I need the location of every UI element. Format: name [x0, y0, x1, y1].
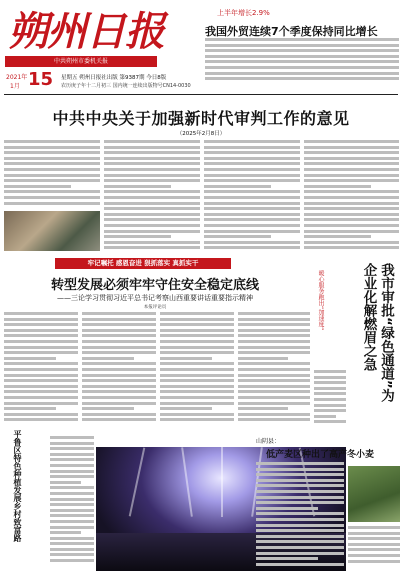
- side-story-headline[interactable]: 我市审批“绿色通道”为企业化解燃眉之急: [360, 263, 394, 403]
- text-line: [50, 514, 94, 517]
- text-line: [160, 379, 234, 382]
- top-story-body: [205, 38, 399, 88]
- text-line: [4, 351, 78, 354]
- text-line: [204, 202, 300, 205]
- text-line: [348, 548, 400, 551]
- paper-name-logo: 朔州日报: [8, 8, 164, 55]
- text-line: [4, 374, 78, 377]
- text-line: [304, 162, 399, 165]
- text-line: [50, 548, 94, 551]
- text-line: [160, 334, 234, 337]
- text-line: [104, 151, 200, 154]
- text-line: [50, 492, 94, 495]
- issue-meta-line: 星期五 朔州日报社出版 第9387期 今日8版: [61, 75, 167, 81]
- text-line: [160, 340, 234, 343]
- text-line: [104, 174, 200, 177]
- text-line: [104, 146, 200, 149]
- text-line: [82, 357, 134, 360]
- left-story-body: [50, 436, 94, 570]
- text-line: [82, 368, 156, 371]
- text-line: [4, 368, 78, 371]
- text-line: [304, 218, 399, 221]
- text-line: [160, 346, 234, 349]
- text-line: [4, 329, 78, 332]
- slogan-banner: 牢记嘱托 感恩奋进 狠抓落实 真抓实干: [55, 258, 231, 269]
- text-line: [82, 374, 156, 377]
- text-line: [4, 407, 56, 410]
- issue-date-block: [6, 71, 202, 91]
- text-line: [205, 72, 399, 75]
- text-line: [82, 329, 156, 332]
- text-line: [238, 351, 310, 354]
- text-line: [50, 475, 94, 478]
- text-line: [256, 524, 344, 527]
- text-line: [256, 563, 344, 566]
- text-line: [4, 323, 78, 326]
- text-line: [304, 213, 399, 216]
- text-line: [348, 532, 400, 535]
- text-line: [204, 146, 300, 149]
- text-line: [204, 179, 300, 182]
- text-line: [104, 168, 200, 171]
- text-line: [204, 185, 271, 188]
- text-line: [256, 496, 344, 499]
- text-line: [238, 357, 288, 360]
- text-line: [104, 190, 200, 193]
- feature-byline: 本报评论员: [143, 305, 167, 310]
- top-story-headline[interactable]: 我国外贸连续7个季度保持同比增长: [205, 25, 378, 38]
- text-line: [238, 407, 288, 410]
- text-line: [256, 462, 344, 465]
- text-line: [304, 207, 399, 210]
- text-line: [348, 560, 400, 563]
- text-line: [82, 390, 156, 393]
- left-story[interactable]: [12, 430, 48, 570]
- text-line: [4, 146, 100, 149]
- text-line: [304, 230, 399, 233]
- text-line: [204, 235, 271, 238]
- right-story-body: [256, 462, 344, 570]
- text-line: [256, 540, 344, 543]
- feature-headline[interactable]: 转型发展必须牢牢守住安全稳定底线: [50, 278, 259, 293]
- text-line: [160, 402, 234, 405]
- text-line: [204, 230, 300, 233]
- left-story-headline[interactable]: 平鲁区特色种植发展乡村致富路: [13, 430, 22, 542]
- text-line: [160, 390, 234, 393]
- text-line: [314, 387, 346, 390]
- text-line: [204, 207, 300, 210]
- issue-year: 2021年: [6, 74, 28, 81]
- text-line: [4, 140, 100, 143]
- text-line: [238, 374, 310, 377]
- text-line: [4, 396, 78, 399]
- text-line: [4, 357, 56, 360]
- text-line: [205, 55, 399, 58]
- text-line: [238, 418, 310, 421]
- feature-body: [238, 312, 310, 424]
- text-line: [4, 179, 100, 182]
- text-line: [304, 185, 371, 188]
- text-line: [82, 312, 156, 315]
- text-line: [50, 498, 94, 501]
- text-line: [82, 346, 156, 349]
- text-line: [304, 140, 399, 143]
- text-line: [82, 407, 134, 410]
- text-line: [238, 402, 310, 405]
- text-line: [50, 503, 94, 506]
- text-line: [4, 385, 78, 388]
- issue-meta-line: 农历庚子年十二月初三 国内统一连续出版物号CN14-0030: [61, 83, 191, 89]
- text-line: [50, 526, 94, 529]
- text-line: [204, 151, 300, 154]
- text-line: [204, 224, 300, 227]
- text-line: [50, 453, 94, 456]
- main-story-body: [204, 140, 300, 252]
- issue-month: 1月: [10, 83, 20, 90]
- text-line: [204, 157, 300, 160]
- wheat-field-photo: [348, 466, 400, 522]
- text-line: [50, 486, 94, 489]
- text-line: [304, 168, 399, 171]
- text-line: [160, 368, 234, 371]
- text-line: [4, 312, 78, 315]
- side-story[interactable]: [348, 263, 400, 411]
- text-line: [256, 479, 344, 482]
- text-line: [238, 396, 310, 399]
- feature-deck: ——三论学习贯彻习近平总书记考察山西重要讲话重要指示精神: [57, 294, 253, 302]
- text-line: [304, 151, 399, 154]
- text-line: [256, 468, 344, 471]
- text-line: [238, 329, 310, 332]
- text-line: [104, 179, 200, 182]
- side-story-body: [314, 370, 346, 428]
- text-line: [304, 202, 399, 205]
- text-line: [160, 407, 212, 410]
- text-line: [238, 362, 310, 365]
- text-line: [104, 207, 200, 210]
- text-line: [82, 402, 156, 405]
- text-line: [4, 174, 100, 177]
- text-line: [348, 554, 400, 557]
- text-line: [50, 447, 94, 450]
- text-line: [314, 415, 336, 418]
- text-line: [104, 218, 200, 221]
- text-line: [238, 346, 310, 349]
- text-line: [205, 49, 399, 52]
- main-story-body: [104, 140, 200, 252]
- text-line: [204, 162, 300, 165]
- text-line: [205, 44, 399, 47]
- text-line: [304, 246, 399, 249]
- text-line: [160, 318, 234, 321]
- text-line: [160, 357, 212, 360]
- text-line: [50, 537, 94, 540]
- text-line: [314, 381, 346, 384]
- text-line: [4, 334, 78, 337]
- text-line: [238, 318, 310, 321]
- text-line: [160, 374, 234, 377]
- text-line: [50, 464, 94, 467]
- right-story-kicker: 山阴县：: [256, 438, 281, 445]
- text-line: [104, 196, 200, 199]
- top-story[interactable]: [205, 8, 399, 39]
- text-line: [204, 168, 300, 171]
- text-line: [4, 196, 100, 199]
- text-line: [4, 202, 100, 205]
- text-line: [348, 537, 400, 540]
- text-line: [256, 529, 344, 532]
- text-line: [82, 351, 156, 354]
- text-line: [238, 340, 310, 343]
- text-line: [314, 370, 346, 373]
- main-headline[interactable]: 中共中央关于加强新时代审判工作的意见: [52, 109, 350, 128]
- text-line: [160, 385, 234, 388]
- text-line: [82, 334, 156, 337]
- text-line: [104, 213, 200, 216]
- text-line: [256, 535, 344, 538]
- text-line: [238, 334, 310, 337]
- text-line: [256, 512, 344, 515]
- text-line: [4, 185, 71, 188]
- text-line: [160, 362, 234, 365]
- text-line: [4, 190, 100, 193]
- text-line: [4, 413, 78, 416]
- text-line: [82, 340, 156, 343]
- text-line: [82, 379, 156, 382]
- text-line: [238, 312, 310, 315]
- text-line: [50, 531, 81, 534]
- text-line: [304, 241, 399, 244]
- text-line: [256, 501, 344, 504]
- text-line: [205, 77, 399, 80]
- text-line: [4, 390, 78, 393]
- masthead-banner: 中共朔州市委机关报: [5, 56, 157, 67]
- text-line: [256, 557, 318, 560]
- feature-body: [160, 312, 234, 424]
- text-line: [204, 196, 300, 199]
- right-story-headline[interactable]: 低产麦区种出了高产冬小麦: [266, 450, 375, 460]
- text-line: [304, 196, 399, 199]
- text-line: [238, 385, 310, 388]
- text-line: [4, 379, 78, 382]
- text-line: [4, 157, 100, 160]
- feature-body: [82, 312, 156, 424]
- text-line: [160, 418, 234, 421]
- text-line: [50, 520, 94, 523]
- text-line: [50, 553, 94, 556]
- text-line: [82, 413, 156, 416]
- text-line: [50, 436, 94, 439]
- text-line: [160, 323, 234, 326]
- text-line: [104, 162, 200, 165]
- text-line: [50, 470, 94, 473]
- text-line: [82, 396, 156, 399]
- issue-day: 15: [28, 69, 54, 90]
- text-line: [4, 346, 78, 349]
- text-line: [348, 526, 400, 529]
- text-line: [304, 224, 399, 227]
- text-line: [4, 402, 78, 405]
- text-line: [4, 418, 78, 421]
- text-line: [304, 190, 399, 193]
- text-line: [50, 542, 94, 545]
- text-line: [256, 552, 344, 555]
- text-line: [4, 362, 78, 365]
- text-line: [256, 507, 318, 510]
- text-line: [50, 481, 81, 484]
- text-line: [314, 376, 346, 379]
- text-line: [104, 224, 200, 227]
- text-line: [304, 179, 399, 182]
- text-line: [204, 241, 300, 244]
- text-line: [238, 390, 310, 393]
- text-line: [82, 323, 156, 326]
- text-line: [205, 60, 399, 63]
- text-line: [314, 420, 346, 423]
- text-line: [82, 362, 156, 365]
- text-line: [82, 318, 156, 321]
- text-line: [4, 168, 100, 171]
- text-line: [4, 340, 78, 343]
- text-line: [314, 404, 346, 407]
- right-story-body: [348, 526, 400, 570]
- divider: [4, 94, 398, 95]
- text-line: [4, 151, 100, 154]
- text-line: [304, 146, 399, 149]
- text-line: [304, 174, 399, 177]
- text-line: [238, 379, 310, 382]
- text-line: [104, 230, 200, 233]
- text-line: [160, 312, 234, 315]
- text-line: [314, 398, 346, 401]
- top-story-kicker: 上半年增长2.9%: [217, 9, 270, 17]
- text-line: [104, 202, 200, 205]
- text-line: [160, 329, 234, 332]
- text-line: [256, 484, 344, 487]
- text-line: [256, 473, 344, 476]
- text-line: [238, 413, 310, 416]
- main-story-photo: [4, 211, 100, 251]
- text-line: [205, 66, 399, 69]
- text-line: [204, 213, 300, 216]
- text-line: [204, 140, 300, 143]
- text-line: [104, 241, 200, 244]
- text-line: [304, 157, 399, 160]
- text-line: [205, 38, 399, 41]
- text-line: [204, 174, 300, 177]
- text-line: [104, 246, 200, 249]
- text-line: [4, 162, 100, 165]
- text-line: [314, 409, 346, 412]
- text-line: [238, 323, 310, 326]
- text-line: [160, 413, 234, 416]
- text-line: [4, 318, 78, 321]
- text-line: [160, 396, 234, 399]
- text-line: [348, 543, 400, 546]
- text-line: [50, 509, 94, 512]
- text-line: [304, 235, 371, 238]
- text-line: [204, 246, 300, 249]
- text-line: [50, 442, 94, 445]
- text-line: [104, 157, 200, 160]
- text-line: [104, 140, 200, 143]
- text-line: [256, 490, 344, 493]
- text-line: [104, 185, 171, 188]
- text-line: [82, 418, 156, 421]
- text-line: [238, 368, 310, 371]
- text-line: [256, 518, 344, 521]
- text-line: [104, 235, 171, 238]
- main-story-body: [4, 140, 100, 208]
- main-story-body: [304, 140, 399, 252]
- text-line: [314, 392, 346, 395]
- text-line: [82, 385, 156, 388]
- main-story-date: （2025年2月8日）: [176, 131, 226, 137]
- text-line: [50, 559, 94, 562]
- text-line: [204, 218, 300, 221]
- side-story-deck: 暖心服务跑出“加速度”: [317, 270, 324, 331]
- text-line: [50, 458, 94, 461]
- feature-body: [4, 312, 78, 424]
- text-line: [204, 190, 300, 193]
- text-line: [256, 546, 344, 549]
- text-line: [160, 351, 234, 354]
